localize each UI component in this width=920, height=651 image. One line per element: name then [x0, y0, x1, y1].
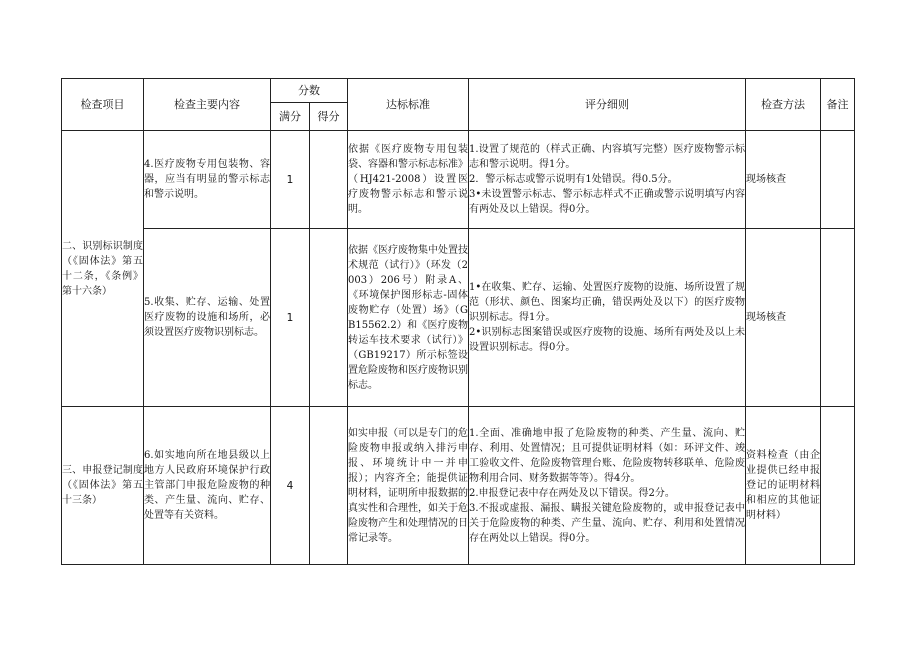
- rule-line: 2.申报登记表中存在两处及以下错误。得2分。: [469, 487, 675, 499]
- table-row: [62, 229, 855, 407]
- full-score-cell: 4: [271, 407, 310, 565]
- full-score-cell: 1: [271, 131, 310, 229]
- rule-line: 2．警示标志或警示说明有1处错误。得0.5分。: [469, 174, 678, 185]
- content-cell: 4.医疗废物专用包装物、容器，应当有明显的警示标志和警示说明。: [144, 131, 271, 229]
- rules-cell: [469, 131, 746, 229]
- header-note: 备注: [821, 79, 855, 131]
- standard-cell: 如实申报（可以是专门的危险废物申报或纳入排污申报、环境统计中一并申报）；内容齐全；能提供证明材料，证明所申报数据的真实性和合理性，如关于危险废物产生和处理情况的日常记录等。: [348, 407, 469, 565]
- standard-cell: 依据《医疗废物集中处置技术规范（试行）》（环发（2003）206号）附录A、《环境保护图形标志-固体废物贮存（处置）场》（GB15562.2）和《医疗废物转运车技术要求（试行）》（GB19217）所示标签设置危险废物和医疗废物识别标志。: [348, 229, 469, 407]
- note-cell: [821, 229, 855, 407]
- standard-cell: 依据《医疗废物专用包装袋、容器和警示标志标准》（HJ421-2008）设置医疗废物警示标志和警示说明。: [348, 131, 469, 229]
- header-rules: 评分细则: [469, 79, 746, 131]
- header-full-score: 满分: [271, 103, 310, 131]
- note-cell: [821, 407, 855, 565]
- header-content: 检查主要内容: [144, 79, 271, 131]
- content-cell: 5.收集、贮存、运输、处置医疗废物的设施和场所，必须设置医疗废物识别标志。: [144, 229, 271, 407]
- got-score-cell: [310, 229, 348, 407]
- header-row-1: [62, 79, 855, 103]
- inspection-table: [61, 78, 855, 565]
- rule-line: 3.不报或虚报、漏报、瞒报关键危险废物的，或申报登记表中关于危险废物的种类、产生量、流向、贮存、利用和处置情况存在两处以上错误。得0分。: [469, 502, 745, 544]
- rule-line: 1.设置了规范的（样式正确、内容填写完整）医疗废物警示标志和警示说明。得1分。: [469, 144, 745, 170]
- rule-line: 3•未设置警示标志、警示标志样式不正确或警示说明填写内容有两处及以上错误。得0分。: [469, 189, 745, 215]
- method-cell: 资料检查（由企业提供已经申报登记的证明材料和相应的其他证明材料）: [746, 407, 821, 565]
- rules-cell: [469, 229, 746, 407]
- header-item: 检查项目: [62, 79, 144, 131]
- full-score-cell: 1: [271, 229, 310, 407]
- content-cell: 6.如实地向所在地县级以上地方人民政府环境保护行政主管部门申报危险废物的种类、产生量、流向、贮存、处置等有关资料。: [144, 407, 271, 565]
- method-cell: 现场核查: [746, 131, 821, 229]
- header-method: 检查方法: [746, 79, 821, 131]
- note-cell: [821, 131, 855, 229]
- method-cell: 现场核查: [746, 229, 821, 407]
- item-cell: 二、识别标识制度（《固体法》第五十二条，《条例》第十六条）: [62, 131, 144, 407]
- rule-line: 1•在收集、贮存、运输、处置医疗废物的设施、场所设置了规范（形状、颜色、图案均正确，错误两处及以下）的医疗废物识别标志。得1分。: [469, 282, 745, 323]
- header-got-score: 得分: [310, 103, 348, 131]
- rules-cell: [469, 407, 746, 565]
- item-cell: 三、申报登记制度（《固体法》第五十三条）: [62, 407, 144, 565]
- header-score-group: 分数: [271, 79, 348, 103]
- table-row: [62, 131, 855, 229]
- got-score-cell: [310, 407, 348, 565]
- header-standard: 达标标准: [348, 79, 469, 131]
- table-row: [62, 407, 855, 565]
- got-score-cell: [310, 131, 348, 229]
- rule-line: 1.全面、准确地申报了危险废物的种类、产生量、流向、贮存、利用、处置情况；且可提供证明材料（如：环评文件、竣工验收文件、危险废物管理台账、危险废物转移联单、危险废物利用合同、财务数据等等）。得4分。: [469, 427, 745, 484]
- rule-line: 2•识别标志图案错误或医疗废物的设施、场所有两处及以上未设置识别标志。得0分。: [469, 327, 745, 353]
